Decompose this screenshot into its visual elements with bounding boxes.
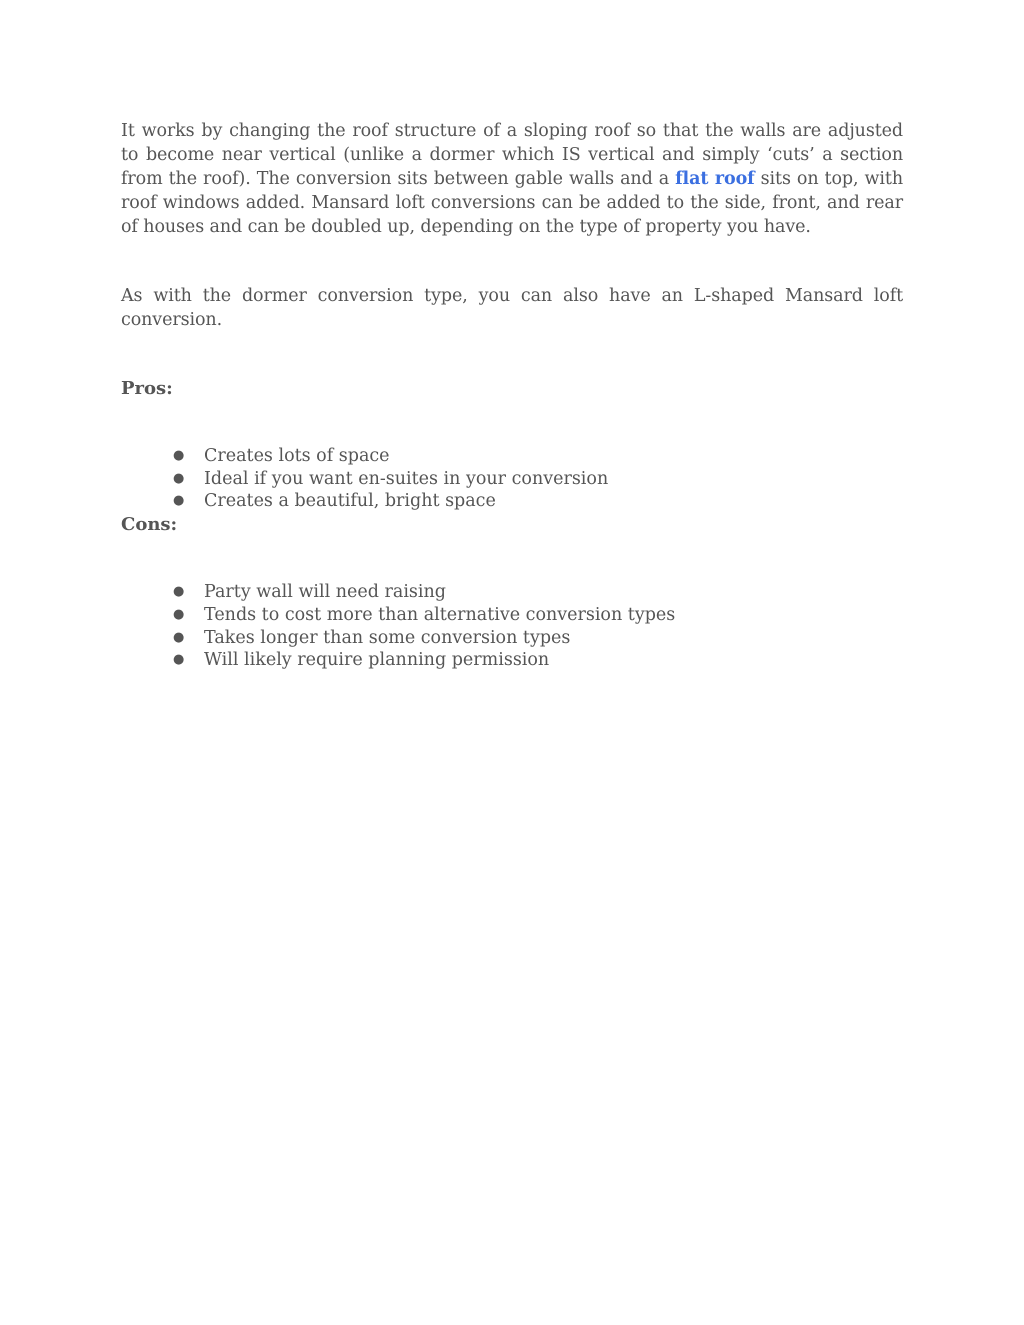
pros-item-text: Ideal if you want en-suites in your conversion [204,468,609,489]
l-shaped-paragraph: As with the dormer conversion type, you can also have an L-shaped Mansard loft conversion. [121,286,903,330]
pros-item-text: Creates lots of space [204,446,390,466]
list-item [173,604,903,627]
cons-item-text: Takes longer than some conversion types [204,627,571,648]
bullet-icon: ● [173,493,185,509]
intro-text-before-link: It works by changing the roof structure of a sloping roof so that the walls are adjusted to become near vertical (unlike a dormer which IS vertical and simply ‘cuts’ a section from the roof). The conversion sits between gable walls and a [121,121,903,189]
pros-list [121,445,903,513]
bullet-icon: ● [173,470,185,486]
bullet-icon: ● [173,448,185,463]
bullet-icon: ● [173,652,185,668]
cons-heading: Cons: [121,514,178,536]
bullet-icon: ● [173,584,185,600]
intro-text-after-link: sits on top, with roof windows added. Mansard loft conversions can be added to the side, front, and rear of houses and can be doubled up, depending on the type of property you have. [121,169,903,237]
list-item [173,468,903,491]
bullet-icon: ● [173,606,185,622]
intro-paragraph [121,119,903,239]
list-item [173,627,903,650]
cons-item-text: Party wall will need raising [204,582,446,603]
document-page [121,119,903,672]
list-item [173,445,903,468]
list-item [173,649,903,672]
cons-item-text: Will likely require planning permission [204,650,550,671]
cons-list [121,581,903,672]
flat-roof-link[interactable]: flat roof [675,169,755,189]
pros-item-text: Creates a beautiful, bright space [204,491,496,512]
cons-item-text: Tends to cost more than alternative conversion types [204,604,676,625]
list-item [173,490,903,513]
bullet-icon: ● [173,629,185,645]
list-item [173,581,903,604]
pros-heading: Pros: [121,378,173,399]
